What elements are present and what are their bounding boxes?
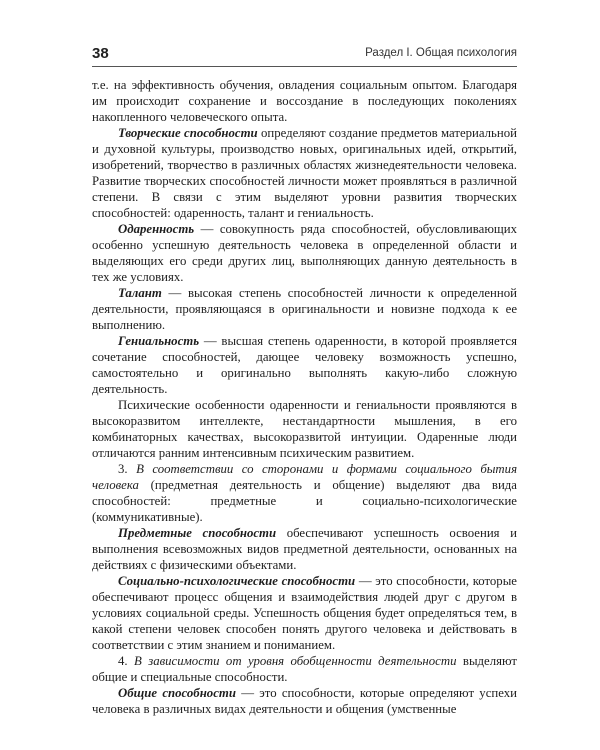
- emphasis-item-3: В соответствии со сторонами и формами социального бытия человека: [92, 462, 518, 492]
- term-social-abilities: Социально-психологические способности: [118, 574, 356, 588]
- paragraph-psychic-features: Психические особенности одаренности и гениальности проявляются в высокоразвитом интеллекте, нестандартности мышления, в его комбинаторных качествах, высокоразвитой интуиции. Одаренные люди отличаются ранним интенсивным психическим развитием.: [92, 398, 517, 460]
- page-number: 38: [92, 45, 109, 62]
- paragraph-subject-abilities: Предметные способности обеспечивают успешность освоения и выполнения всевозможных видов предметной деятельности, основанных на действиях с физическими объектами.: [92, 526, 517, 572]
- term-genius: Гениальность: [118, 334, 200, 348]
- body-text: [92, 77, 517, 717]
- term-giftedness: Одаренность: [118, 222, 195, 236]
- paragraph-genius: Гениальность — высшая степень одаренности, в которой проявляется сочетание способностей, дающее человеку возможность успешно, самостоятельно и оригинально выполнять какую-либо сложную деятельность.: [92, 334, 517, 396]
- term-subject-abilities: Предметные способности: [118, 526, 277, 540]
- paragraph-giftedness: Одаренность — совокупность ряда способностей, обусловливающих особенно успешную деятельность человека в определенной области и выделяющих его среди других лиц, выполняющих данную деятельность в тех же условиях.: [92, 222, 517, 284]
- term-general-abilities: Общие способности: [118, 686, 236, 700]
- paragraph-talent: Талант — высокая степень способностей личности к определенной деятельности, проявляющаяся в оригинальности и новизне подхода к ее выполнению.: [92, 286, 517, 332]
- paragraph-continuation: т.е. на эффективность обучения, овладения социальным опытом. Благодаря им происходит сохранение и воссоздание в последующих поколениях накопленного человеческого опыта.: [92, 78, 517, 124]
- paragraph-social-abilities: Социально-психологические способности — это способности, которые обеспечивают процесс общения и взаимодействия людей друг с другом в условиях социальной среды. Успешность общения будет определяться тем, в какой степени человек способен понять другого человека и действовать в соответствии с этим знанием и пониманием.: [92, 574, 517, 652]
- running-header: [92, 44, 517, 67]
- paragraph-item-4: 4. В зависимости от уровня обобщенности деятельности выделяют общие и специальные способности.: [92, 654, 517, 684]
- term-talent: Талант: [118, 286, 162, 300]
- emphasis-item-4: В зависимости от уровня обобщенности деятельности: [134, 654, 457, 668]
- section-title: Раздел I. Общая психология: [365, 47, 517, 59]
- paragraph-general-abilities: Общие способности — это способности, которые определяют успехи человека в различных видах деятельности и общения (умственные: [92, 686, 517, 716]
- paragraph-item-3: 3. В соответствии со сторонами и формами социального бытия человека (предметная деятельность и общение) выделяют два вида способностей: предметные и социально-психологические (коммуникативные).: [92, 462, 518, 524]
- term-creative-abilities: Творческие способности: [118, 126, 258, 140]
- paragraph-creative-abilities: Творческие способности определяют создание предметов материальной и духовной культуры, производство новых, оригинальных идей, открытий, изобретений, творчество в различных областях жизнедеятельности человека. Развитие творческих способностей личности может проявляться в различной степени. В связи с этим выделяют уровни развития творческих способностей: одаренность, талант и гениальность.: [92, 126, 517, 220]
